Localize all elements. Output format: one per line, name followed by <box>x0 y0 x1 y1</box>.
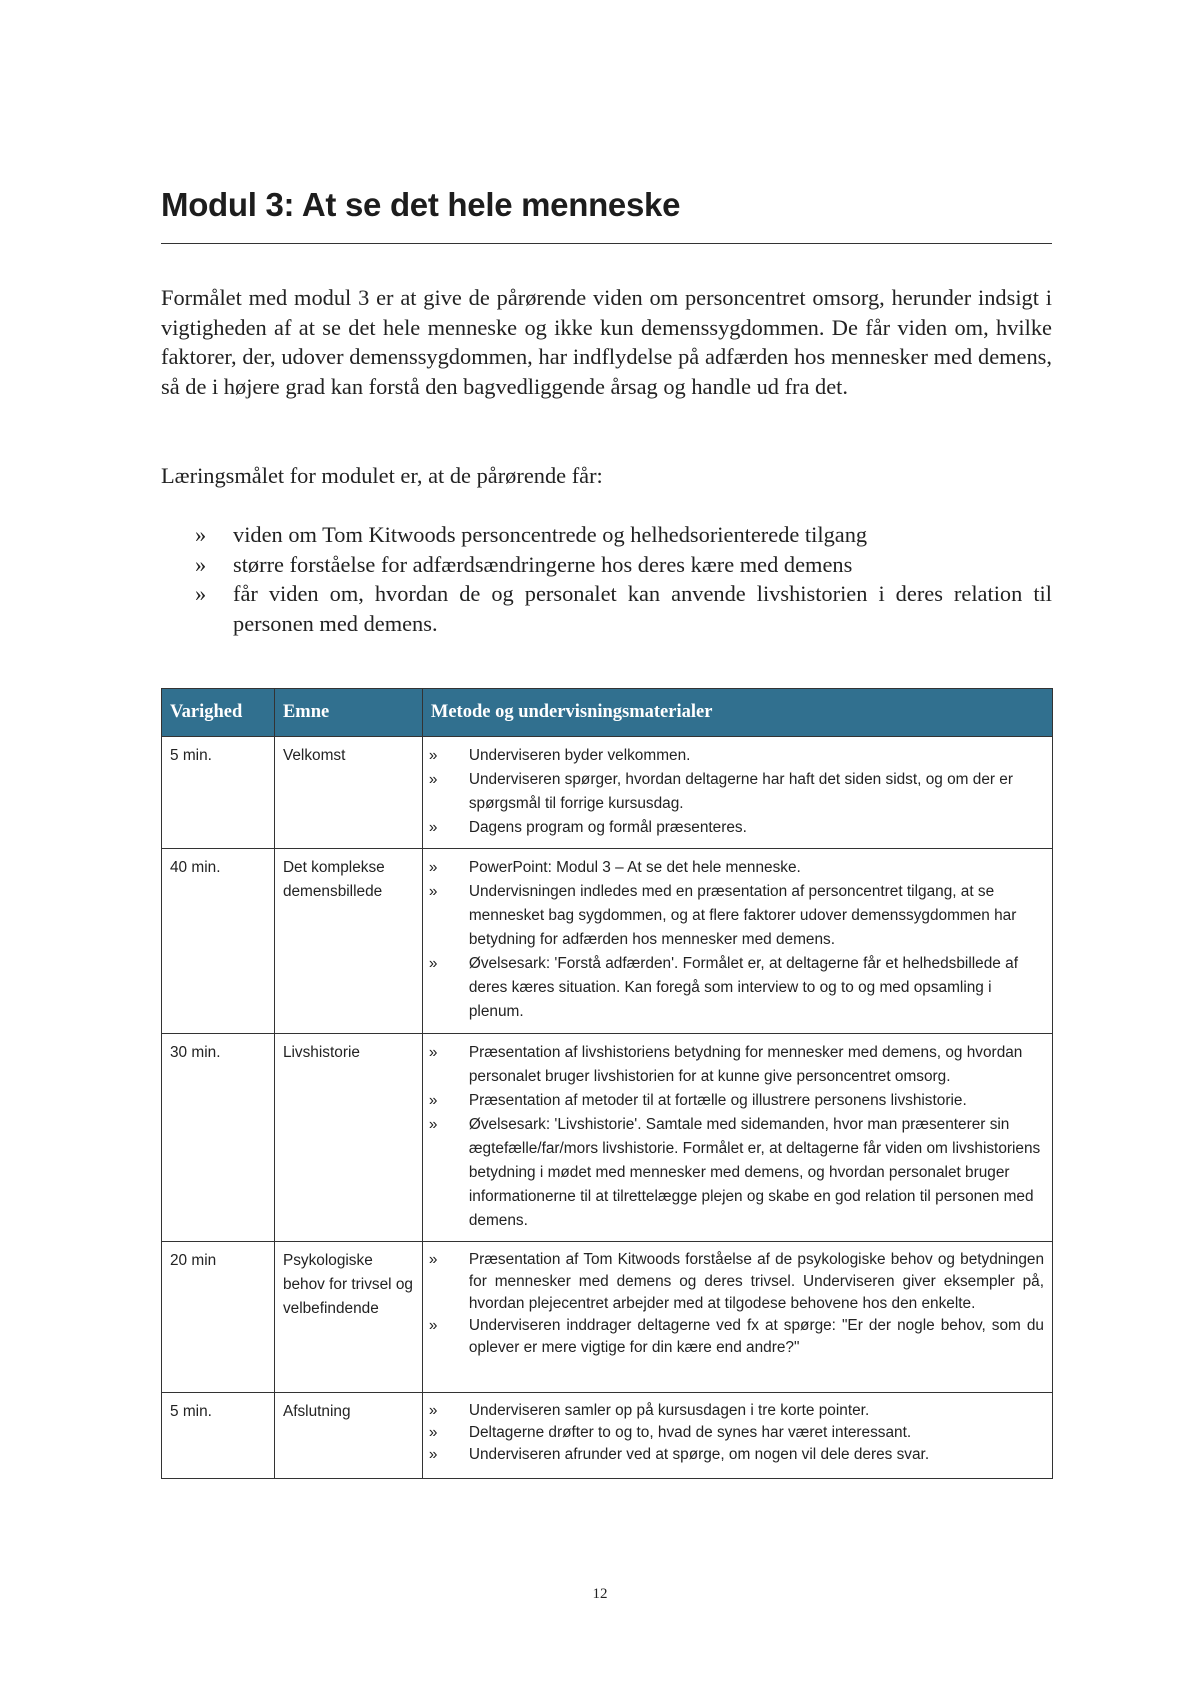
table-row <box>162 849 1053 1034</box>
column-header-topic: Emne <box>274 689 422 737</box>
chevron-bullet-icon: » <box>428 771 438 788</box>
method-text: Præsentation af Tom Kitwoods forståelse af de psykologiske behov og betydningen for mennesker med demens og deres trivsel. Underviseren giver eksempler på, hvordan plejecentret arbejder med at tilgodese behovene hos den enkelte. <box>468 1251 1044 1312</box>
cell-topic: Afslutning <box>274 1393 422 1479</box>
method-text: Øvelsesark: 'Forstå adfærden'. Formålet er, at deltagerne får et helhedsbillede af deres kæres situation. Kan foregå som interview to og to og med opsamling i plenum. <box>468 955 1018 1020</box>
learning-goals-lead: Læringsmålet for modulet er, at de pårørende får: <box>161 463 603 488</box>
cell-duration: 5 min. <box>162 1393 275 1479</box>
column-header-method: Metode og undervisningsmaterialer <box>422 689 1052 737</box>
method-item <box>429 744 1044 768</box>
intro-paragraph: Formålet med modul 3 er at give de pårørende viden om personcentret omsorg, herunder indsigt i vigtigheden af at se det hele menneske og ikke kun demenssygdommen. De får viden om, hvilke faktorer, der, udover demenssygdommen, har indflydelse på adfærden hos mennesker med demens, så de i højere grad kan forstå den bagvedliggende årsag og handle ud fra det. <box>161 285 1052 399</box>
method-list <box>429 1041 1044 1233</box>
method-item <box>429 1089 1044 1113</box>
chevron-bullet-icon: » <box>428 883 438 900</box>
chevron-bullet-icon: » <box>195 581 207 606</box>
chevron-bullet-icon: » <box>428 1116 438 1133</box>
cell-topic: Velkomst <box>274 737 422 849</box>
method-text: Underviseren spørger, hvordan deltagerne har haft det siden sidst, og om der er spørgsmål til forrige kursusdag. <box>468 771 1013 812</box>
method-item <box>429 952 1044 1024</box>
chevron-bullet-icon: » <box>195 522 207 547</box>
chevron-bullet-icon: » <box>428 1092 438 1109</box>
method-item <box>429 856 1044 880</box>
learning-goals-list <box>161 520 1052 638</box>
cell-topic: Livshistorie <box>274 1034 422 1242</box>
method-item <box>429 1400 1044 1422</box>
method-list <box>429 744 1044 840</box>
cell-method <box>422 737 1052 849</box>
method-item <box>429 816 1044 840</box>
chevron-bullet-icon: » <box>428 955 438 972</box>
cell-method <box>422 1393 1052 1479</box>
method-text: Underviseren afrunder ved at spørge, om nogen vil dele deres svar. <box>468 1446 930 1463</box>
column-header-duration: Varighed <box>162 689 275 737</box>
cell-method <box>422 849 1052 1034</box>
table-row <box>162 1242 1053 1393</box>
chevron-bullet-icon: » <box>428 859 438 876</box>
cell-duration: 40 min. <box>162 849 275 1034</box>
chevron-bullet-icon: » <box>428 819 438 836</box>
method-text: Deltagerne drøfter to og to, hvad de synes har været interessant. <box>468 1424 912 1441</box>
cell-topic: Psykologiske behov for trivsel og velbefindende <box>274 1242 422 1393</box>
chevron-bullet-icon: » <box>428 1446 438 1463</box>
table-row <box>162 1034 1053 1242</box>
method-item <box>429 1249 1044 1315</box>
page-title: Modul 3: At se det hele menneske <box>161 186 681 223</box>
method-list <box>429 1249 1044 1359</box>
page-number: 12 <box>592 1586 608 1602</box>
cell-duration: 20 min <box>162 1242 275 1393</box>
method-item <box>429 1041 1044 1089</box>
cell-duration: 5 min. <box>162 737 275 849</box>
chevron-bullet-icon: » <box>428 1402 438 1419</box>
method-text: Underviseren inddrager deltagerne ved fx at spørge: "Er der nogle behov, som du oplever er mere vigtige for din kære end andre?" <box>468 1317 1044 1356</box>
chevron-bullet-icon: » <box>428 747 438 764</box>
chevron-bullet-icon: » <box>428 1251 438 1268</box>
method-item <box>429 1422 1044 1444</box>
cell-topic: Det komplekse demensbillede <box>274 849 422 1034</box>
method-list <box>429 856 1044 1024</box>
table-header-row <box>162 689 1053 737</box>
chevron-bullet-icon: » <box>195 551 207 577</box>
method-text: Undervisningen indledes med en præsentation af personcentret tilgang, at se mennesket bag sygdommen, og at flere faktorer udover demenssygdommen har betydning for adfærden hos mennesker med demens. <box>468 883 1017 948</box>
learning-goal-item <box>161 520 1052 550</box>
learning-goal-text: større forståelse for adfærdsændringerne hos deres kære med demens <box>233 551 853 577</box>
cell-method <box>422 1242 1052 1393</box>
chevron-bullet-icon: » <box>428 1317 438 1334</box>
chevron-bullet-icon: » <box>428 1044 438 1061</box>
table-row <box>162 737 1053 849</box>
method-text: Underviseren samler op på kursusdagen i tre korte pointer. <box>468 1402 870 1419</box>
method-item <box>429 880 1044 952</box>
learning-goal-item <box>161 579 1052 638</box>
chevron-bullet-icon: » <box>428 1424 438 1441</box>
learning-goal-text: får viden om, hvordan de og personalet kan anvende livshistorien i deres relation til personen med demens. <box>233 581 1052 636</box>
method-text: PowerPoint: Modul 3 – At se det hele menneske. <box>468 859 801 876</box>
method-item <box>429 768 1044 816</box>
method-text: Øvelsesark: 'Livshistorie'. Samtale med sidemanden, hvor man præsenterer sin ægtefælle/far/mors livshistorie. Formålet er, at deltagerne får viden om livshistoriens betydning i mødet med mennesker med demens, og hvordan personalet bruger informationerne til at tilrettelægge plejen og skabe en god relation til personen med demens. <box>468 1116 1041 1229</box>
learning-goal-item <box>161 550 1052 580</box>
method-item <box>429 1315 1044 1359</box>
method-item <box>429 1113 1044 1233</box>
method-text: Dagens program og formål præsenteres. <box>468 819 747 836</box>
learning-goal-text: viden om Tom Kitwoods personcentrede og helhedsorienterede tilgang <box>233 522 868 547</box>
method-item <box>429 1444 1044 1466</box>
cell-duration: 30 min. <box>162 1034 275 1242</box>
method-text: Præsentation af livshistoriens betydning for mennesker med demens, og hvordan personalet bruger livshistorien for at kunne give personcentret omsorg. <box>468 1044 1023 1085</box>
cell-method <box>422 1034 1052 1242</box>
title-divider <box>161 243 1052 244</box>
table-row <box>162 1393 1053 1479</box>
method-list <box>429 1400 1044 1466</box>
method-text: Underviseren byder velkommen. <box>468 747 691 764</box>
method-text: Præsentation af metoder til at fortælle og illustrere personens livshistorie. <box>468 1092 967 1109</box>
schedule-table <box>161 688 1053 1479</box>
